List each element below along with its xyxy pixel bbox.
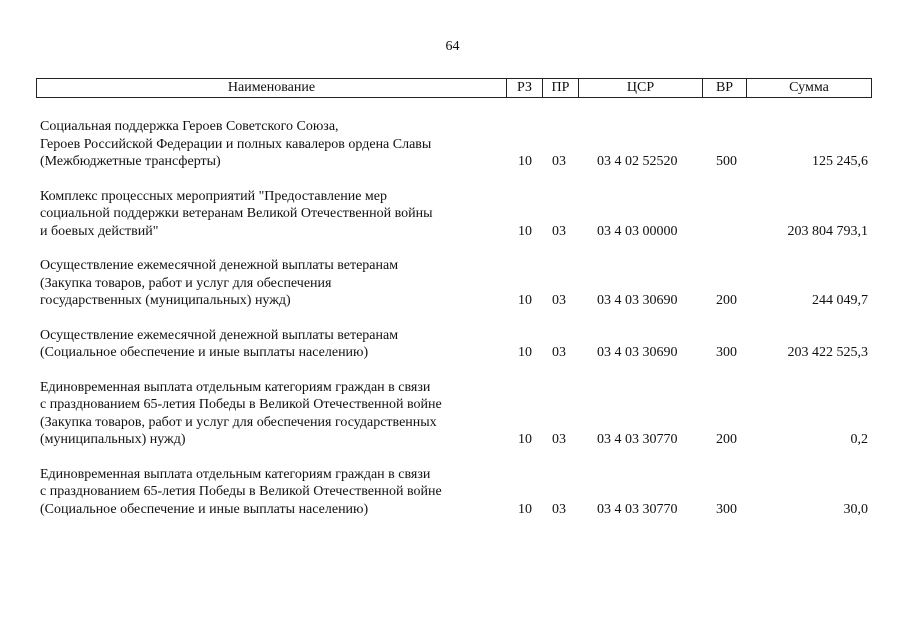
row-rz: 10 bbox=[518, 154, 532, 169]
column-header-vr: ВР bbox=[702, 79, 746, 97]
row-csr: 03 4 03 00000 bbox=[597, 223, 678, 239]
table-header bbox=[36, 78, 872, 98]
row-vr: 200 bbox=[716, 432, 737, 447]
column-header-pr: ПР bbox=[542, 79, 578, 97]
column-header-rz: РЗ bbox=[506, 79, 542, 97]
row-sum: 203 804 793,1 bbox=[787, 223, 868, 239]
row-pr: 03 bbox=[552, 154, 566, 169]
row-name: Осуществление ежемесячной денежной выплаты ветеранам (Закупка товаров, работ и услуг для обеспечения государственных (муниципальных) нужд) bbox=[40, 258, 399, 308]
column-header-csr: ЦСР bbox=[578, 79, 702, 97]
table-row bbox=[40, 118, 872, 171]
row-name: Единовременная выплата отдельным категориям граждан в связи с празднованием 65-летия Победы в Великой Отечественной войне (Закупка товаров, работ и услуг для обеспечения государственных (муниципальных) нужд) bbox=[40, 379, 442, 447]
row-rz: 10 bbox=[518, 345, 532, 360]
column-header-sum: Сумма bbox=[746, 79, 871, 97]
table-row bbox=[40, 379, 872, 449]
row-pr: 03 bbox=[552, 345, 566, 360]
table-row bbox=[40, 466, 872, 519]
row-pr: 03 bbox=[552, 432, 566, 447]
row-rz: 10 bbox=[518, 432, 532, 447]
table-row bbox=[40, 188, 872, 241]
row-sum: 244 049,7 bbox=[812, 293, 868, 308]
column-header-name: Наименование bbox=[227, 80, 316, 95]
row-csr: 03 4 02 52520 bbox=[597, 154, 678, 169]
row-name: Осуществление ежемесячной денежной выплаты ветеранам (Социальное обеспечение и иные выплаты населению) bbox=[40, 327, 399, 360]
row-name: Комплекс процессных мероприятий "Предоставление мер социальной поддержки ветеранам Великой Отечественной войны и боевых действий" bbox=[40, 188, 433, 239]
table-row bbox=[40, 257, 872, 310]
row-sum: 0,2 bbox=[850, 432, 868, 447]
row-csr: 03 4 03 30690 bbox=[597, 293, 678, 308]
row-vr: 200 bbox=[716, 293, 737, 308]
row-csr: 03 4 03 30690 bbox=[597, 345, 678, 360]
row-pr: 03 bbox=[552, 293, 566, 308]
row-vr: 300 bbox=[716, 345, 737, 360]
row-pr: 03 bbox=[552, 501, 566, 517]
table-body bbox=[40, 118, 872, 535]
table-row bbox=[40, 327, 872, 362]
row-pr: 03 bbox=[552, 223, 566, 239]
row-sum: 203 422 525,3 bbox=[787, 345, 868, 360]
row-rz: 10 bbox=[518, 501, 532, 517]
row-rz: 10 bbox=[518, 293, 532, 308]
row-sum: 125 245,6 bbox=[812, 154, 868, 169]
row-rz: 10 bbox=[518, 223, 532, 239]
row-csr: 03 4 03 30770 bbox=[597, 501, 678, 517]
row-sum: 30,0 bbox=[843, 501, 868, 517]
row-name: Единовременная выплата отдельным категориям граждан в связи с празднованием 65-летия Победы в Великой Отечественной войне (Социальное обеспечение и иные выплаты населению) bbox=[40, 466, 442, 517]
page-number: 64 bbox=[445, 39, 460, 54]
row-name: Социальная поддержка Героев Советского Союза, Героев Российской Федерации и полных кавалеров ордена Славы (Межбюджетные трансферты) bbox=[40, 119, 432, 169]
row-vr: 500 bbox=[716, 154, 737, 169]
row-vr: 300 bbox=[716, 501, 737, 517]
row-csr: 03 4 03 30770 bbox=[597, 432, 678, 447]
